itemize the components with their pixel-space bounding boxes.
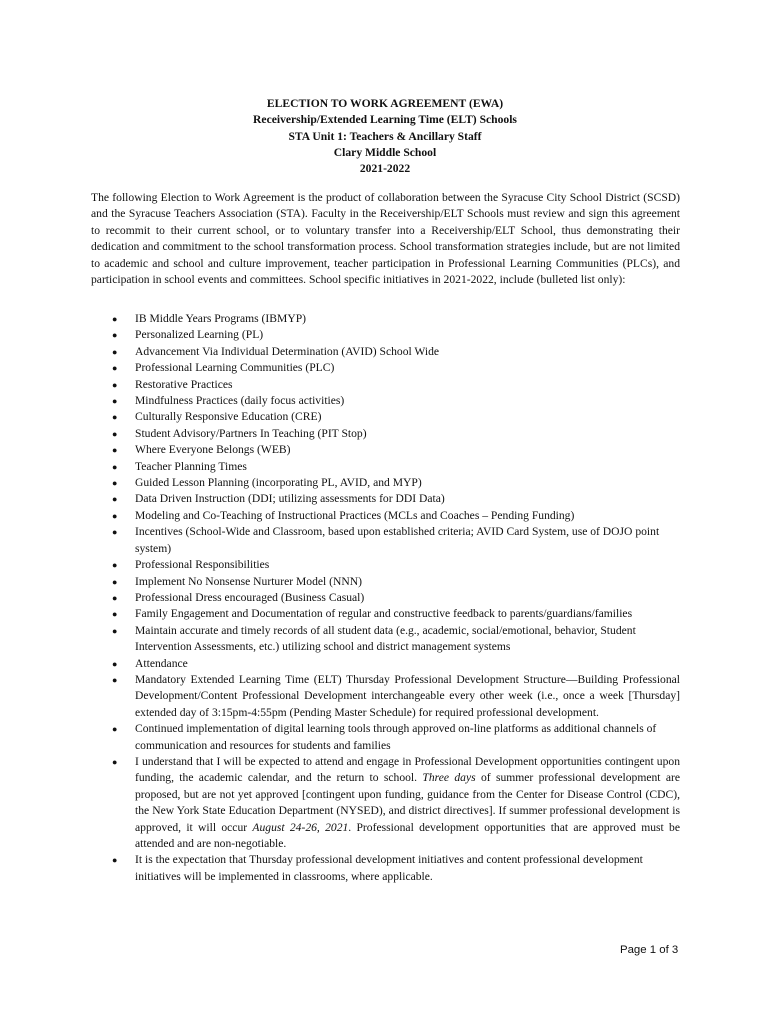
intro-paragraph: The following Election to Work Agreement is the product of collaboration between the Syracuse City School District (SCSD) and the Syracuse Teachers Association (STA). Faculty in the Receivership/ELT Schools must review and sign this agreement to recommit to their current school, or to voluntary transfer into a Receivership/ELT School, thus demonstrating their dedication and commitment to the school transformation process. School transformation strategies include, but are not limited to academic and school and culture improvement, teacher participation in Professional Learning Communities (PLCs), and participation in school events and committees. School specific initiatives in 2021-2022, include (bulleted list only): [91,191,680,287]
list-item-text: Data Driven Instruction (DDI; utilizing assessments for DDI Data) [135,492,445,506]
list-item-text: Continued implementation of digital learning tools through approved on-line platforms as additional channels of communication and resources for students and families [135,722,657,752]
list-item-text: Guided Lesson Planning (incorporating PL, AVID, and MYP) [135,476,422,490]
list-item-text: Professional Responsibilities [135,558,270,572]
list-item [91,623,680,656]
program-subtitle: Receivership/Extended Learning Time (ELT) Schools [253,113,517,127]
list-item-text: Personalized Learning (PL) [135,328,264,342]
page-number: Page 1 of 3 [620,944,679,956]
list-item-text: Professional Dress encouraged (Business Casual) [135,590,365,604]
list-item-text: Family Engagement and Documentation of regular and constructive feedback to parents/guardians/families [135,607,633,621]
list-item [91,721,680,754]
school-name: Clary Middle School [333,145,437,159]
list-item-text: Maintain accurate and timely records of all student data (e.g., academic, social/emotional, behavior, Student Intervention Assessments, etc.) utilizing school and district management systems [135,623,636,654]
document-title: ELECTION TO WORK AGREEMENT (EWA) [266,97,504,110]
bullet-icon: ● [112,346,118,357]
list-item [91,459,680,475]
list-item [91,672,680,721]
list-item [91,508,680,524]
list-item [91,852,680,885]
list-item-text: Professional Learning Communities (PLC) [135,361,335,375]
list-item [91,656,680,672]
bullet-icon: ● [112,592,118,603]
bullet-icon: ● [112,428,118,439]
list-item-text: Mindfulness Practices (daily focus activities) [135,394,345,408]
list-item [91,754,680,852]
bullet-icon: ● [112,576,118,587]
bullet-icon: ● [112,461,118,472]
bullet-icon: ● [112,363,118,374]
bullet-icon: ● [112,396,118,407]
bullet-icon: ● [112,494,118,505]
list-item [91,442,680,458]
list-item [91,311,680,327]
list-item-text: IB Middle Years Programs (IBMYP) [135,312,307,325]
list-item [91,475,680,491]
list-item [91,327,680,343]
list-item-text: I understand that I will be expected to attend and engage in Professional Development opportunities contingent upon funding, the academic calendar, and the return to school. [135,754,680,785]
list-item [91,360,680,376]
bullet-icon: ● [112,527,118,538]
bullet-icon: ● [112,379,118,390]
list-item-text: . Professional development opportunities that are approved must be attended and are non-negotiable. [135,820,680,850]
bullet-icon: ● [112,625,118,636]
list-item-text: Where Everyone Belongs (WEB) [135,443,291,457]
bullet-icon: ● [112,330,118,341]
list-item-text: of summer professional development are proposed, but are not yet approved [contingent upon funding, guidance from the Center for Disease Control (CDC), the New York State Education Department (NYSED), and district directives]. If summer professional development is approved, it will occur [135,771,680,834]
list-item-emphasis: Three days [422,771,476,785]
list-item-text: Teacher Planning Times [135,459,247,473]
list-item-text: Advancement Via Individual Determination (AVID) School Wide [135,344,440,358]
document-header [0,96,770,177]
list-item-text: Mandatory Extended Learning Time (ELT) Thursday Professional Development Structure—Building Professional Development/Content Professional Development interchangeable every other week (i.e., once a week [Thursday] extended day of 3:15pm-4:55pm (Pending Master Schedule) for required professional development. [135,672,680,719]
bullet-icon: ● [112,314,118,324]
list-item [91,524,680,557]
initiatives-list [91,311,680,885]
list-item [91,409,680,425]
list-item-text: Restorative Practices [135,377,233,391]
bullet-icon: ● [112,478,118,489]
bullet-icon: ● [112,560,118,571]
list-item [91,344,680,360]
bullet-icon: ● [112,510,118,521]
list-item-text: Implement No Nonsense Nurturer Model (NNN) [135,574,362,588]
list-item-emphasis: August 24-26, 2021 [252,820,349,834]
list-item [91,426,680,442]
list-item-text: Student Advisory/Partners In Teaching (PIT Stop) [135,426,367,440]
list-item [91,377,680,393]
list-item [91,491,680,507]
list-item [91,557,680,573]
bullet-icon: ● [112,674,118,685]
list-item [91,574,680,590]
list-item-text: Modeling and Co-Teaching of Instructional Practices (MCLs and Coaches – Pending Funding) [135,508,575,522]
bullet-icon: ● [112,724,118,735]
list-item [91,393,680,409]
list-item-text: Culturally Responsive Education (CRE) [135,410,322,424]
bullet-icon: ● [112,609,118,620]
list-item [91,606,680,622]
bullet-icon: ● [112,412,118,423]
list-item-text: It is the expectation that Thursday professional development initiatives and content professional development initiatives will be implemented in classrooms, where applicable. [135,853,643,883]
list-item [91,590,680,606]
list-item-text: Attendance [135,656,188,670]
unit-subtitle: STA Unit 1: Teachers & Ancillary Staff [288,129,482,143]
bullet-icon: ● [112,855,118,866]
bullet-icon: ● [112,658,118,669]
bullet-icon: ● [112,756,118,767]
bullet-icon: ● [112,445,118,456]
list-item-text: Incentives (School-Wide and Classroom, based upon established criteria; AVID Card System, use of DOJO point system) [135,525,660,555]
school-year: 2021-2022 [359,162,411,176]
